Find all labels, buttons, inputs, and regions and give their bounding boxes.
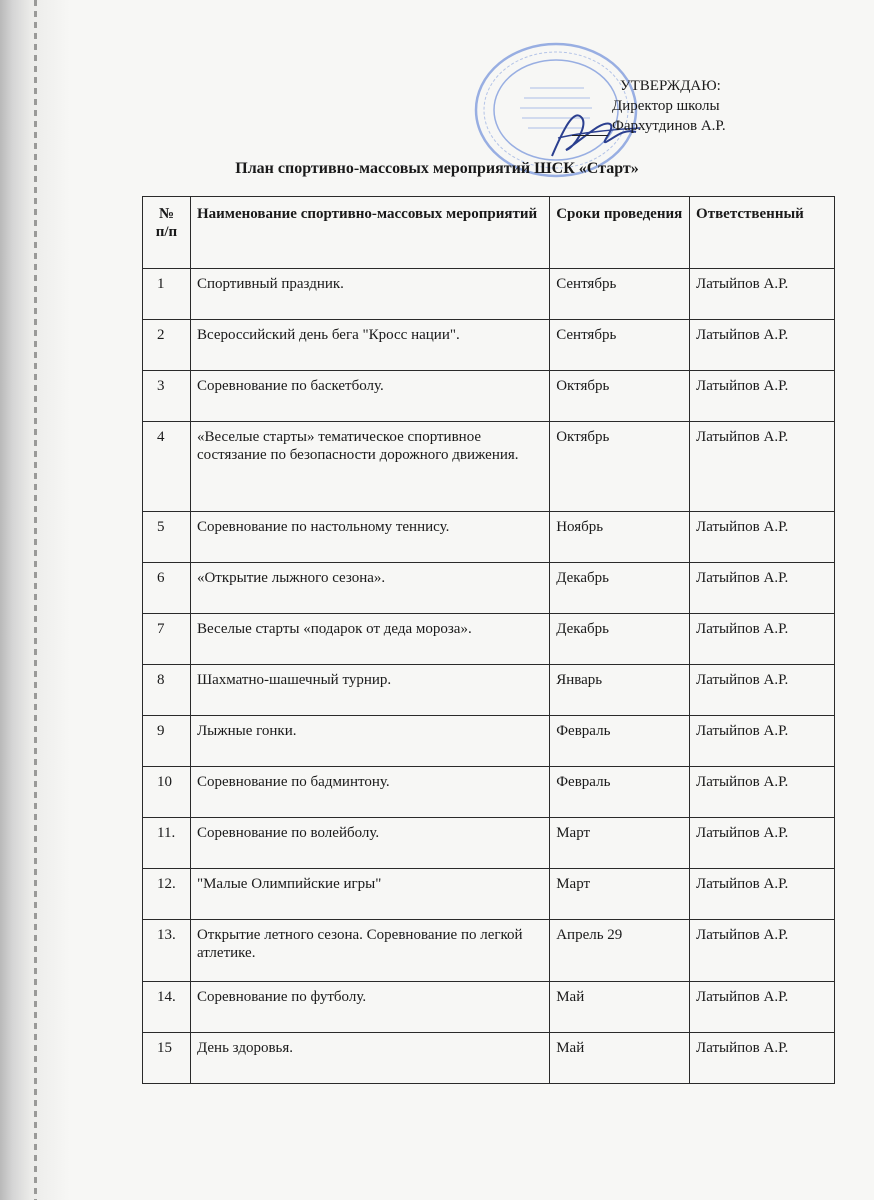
row-date: Ноябрь xyxy=(550,512,690,563)
table-row xyxy=(143,422,835,512)
row-number: 15 xyxy=(143,1033,191,1084)
row-event-name: Спортивный праздник. xyxy=(190,269,549,320)
row-number: 7 xyxy=(143,614,191,665)
row-event-name: Веселые старты «подарок от деда мороза». xyxy=(190,614,549,665)
table-row xyxy=(143,665,835,716)
row-responsible: Латыйпов А.Р. xyxy=(690,1033,835,1084)
document-title: План спортивно-массовых мероприятий ШСК «Старт» xyxy=(235,160,639,177)
row-number: 11. xyxy=(143,818,191,869)
row-date: Январь xyxy=(550,665,690,716)
row-number: 4 xyxy=(143,422,191,512)
row-event-name: Соревнование по баскетболу. xyxy=(190,371,549,422)
row-date: Март xyxy=(550,869,690,920)
row-number: 8 xyxy=(143,665,191,716)
header-date: Сроки проведения xyxy=(550,197,690,269)
row-number: 2 xyxy=(143,320,191,371)
table-row xyxy=(143,512,835,563)
row-responsible: Латыйпов А.Р. xyxy=(690,869,835,920)
row-event-name: Открытие летного сезона. Соревнование по легкой атлетике. xyxy=(190,920,549,982)
row-date: Май xyxy=(550,982,690,1033)
approval-heading: УТВЕРЖДАЮ: xyxy=(620,78,721,94)
row-responsible: Латыйпов А.Р. xyxy=(690,320,835,371)
table-row xyxy=(143,320,835,371)
row-responsible: Латыйпов А.Р. xyxy=(690,818,835,869)
scan-artifact-lines xyxy=(34,0,37,1200)
approval-signatory xyxy=(612,116,726,136)
row-number: 10 xyxy=(143,767,191,818)
row-number: 13. xyxy=(143,920,191,982)
row-responsible: Латыйпов А.Р. xyxy=(690,614,835,665)
table-row xyxy=(143,818,835,869)
row-responsible: Латыйпов А.Р. xyxy=(690,767,835,818)
row-responsible: Латыйпов А.Р. xyxy=(690,920,835,982)
row-number: 5 xyxy=(143,512,191,563)
row-date: Май xyxy=(550,1033,690,1084)
row-number: 6 xyxy=(143,563,191,614)
row-date: Октябрь xyxy=(550,422,690,512)
row-event-name: Соревнование по бадминтону. xyxy=(190,767,549,818)
row-date: Сентябрь xyxy=(550,269,690,320)
row-date: Сентябрь xyxy=(550,320,690,371)
row-number: 12. xyxy=(143,869,191,920)
row-responsible: Латыйпов А.Р. xyxy=(690,665,835,716)
row-number: 9 xyxy=(143,716,191,767)
row-responsible: Латыйпов А.Р. xyxy=(690,563,835,614)
approval-block xyxy=(612,76,726,136)
row-responsible: Латыйпов А.Р. xyxy=(690,982,835,1033)
table-row xyxy=(143,563,835,614)
row-event-name: «Открытие лыжного сезона». xyxy=(190,563,549,614)
row-responsible: Латыйпов А.Р. xyxy=(690,422,835,512)
row-number: 1 xyxy=(143,269,191,320)
row-responsible: Латыйпов А.Р. xyxy=(690,716,835,767)
row-event-name: Соревнование по волейболу. xyxy=(190,818,549,869)
table-row xyxy=(143,982,835,1033)
row-event-name: Шахматно-шашечный турнир. xyxy=(190,665,549,716)
events-table xyxy=(142,196,835,1084)
row-number: 14. xyxy=(143,982,191,1033)
row-event-name: «Веселые старты» тематическое спортивное состязание по безопасности дорожного движения. xyxy=(190,422,549,512)
row-date: Октябрь xyxy=(550,371,690,422)
row-responsible: Латыйпов А.Р. xyxy=(690,371,835,422)
row-date: Декабрь xyxy=(550,563,690,614)
row-date: Апрель 29 xyxy=(550,920,690,982)
table-row xyxy=(143,269,835,320)
header-responsible: Ответственный xyxy=(690,197,835,269)
row-responsible: Латыйпов А.Р. xyxy=(690,269,835,320)
row-responsible: Латыйпов А.Р. xyxy=(690,512,835,563)
table-body xyxy=(143,269,835,1084)
table-header-row xyxy=(143,197,835,269)
row-event-name: День здоровья. xyxy=(190,1033,549,1084)
approval-position: Директор школы xyxy=(612,98,720,114)
row-event-name: Соревнование по настольному теннису. xyxy=(190,512,549,563)
row-date: Декабрь xyxy=(550,614,690,665)
signature-line xyxy=(572,121,608,136)
row-event-name: "Малые Олимпийские игры" xyxy=(190,869,549,920)
table-row xyxy=(143,920,835,982)
table-row xyxy=(143,767,835,818)
row-event-name: Всероссийский день бега "Кросс нации". xyxy=(190,320,549,371)
row-date: Февраль xyxy=(550,767,690,818)
table-row xyxy=(143,869,835,920)
table-row xyxy=(143,371,835,422)
row-number: 3 xyxy=(143,371,191,422)
table-row xyxy=(143,716,835,767)
table-row xyxy=(143,614,835,665)
row-date: Март xyxy=(550,818,690,869)
row-event-name: Соревнование по футболу. xyxy=(190,982,549,1033)
row-date: Февраль xyxy=(550,716,690,767)
header-num: № п/п xyxy=(143,197,191,269)
header-name: Наименование спортивно-массовых мероприятий xyxy=(190,197,549,269)
director-name: Фархутдинов А.Р. xyxy=(612,118,726,134)
row-event-name: Лыжные гонки. xyxy=(190,716,549,767)
table-row xyxy=(143,1033,835,1084)
